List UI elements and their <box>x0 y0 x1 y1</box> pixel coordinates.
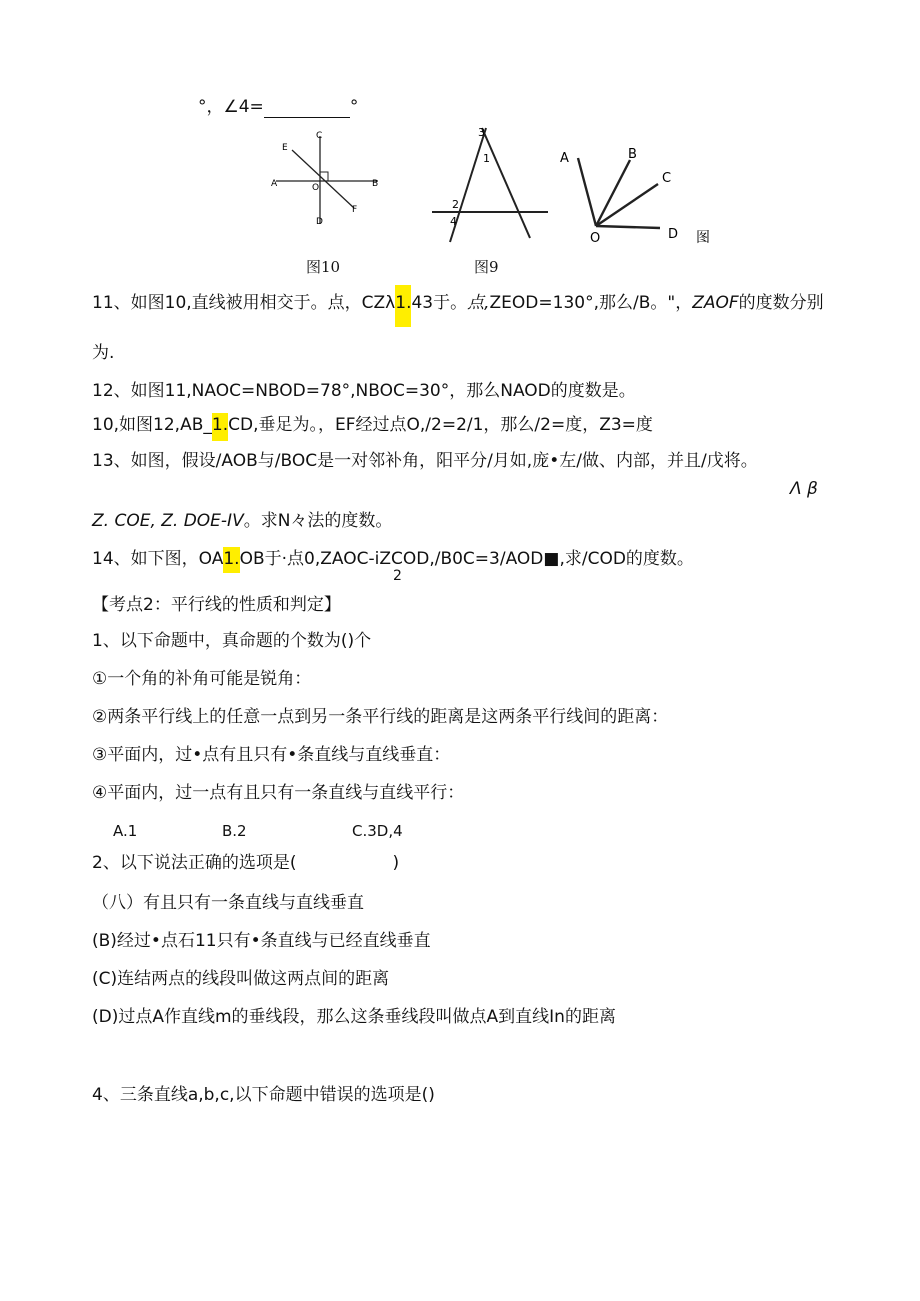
top-line-prefix: °，∠4= <box>198 97 264 117</box>
q14-part-b: OB于·点0,ZAOC-iZCOD,/B0C=3/AOD■,求/COD的度数。 <box>239 549 694 569</box>
q11-highlight: 1. <box>395 285 411 327</box>
q13-right-symbols: Λ β <box>790 479 818 499</box>
p1-item-2: ②两条平行线上的任意一点到另一条平行线的距离是这两条平行线间的距离： <box>92 707 669 727</box>
rays-label-d: D <box>668 227 679 242</box>
fig10-line-ef <box>292 150 354 208</box>
ray-oc <box>596 184 658 226</box>
p2-stem <box>92 852 399 874</box>
q13-line1: 13、如图，假设/AOB与/BOC是一对邻补角，阳平分/月如,庞•左/做、内部，并且/戊将。 <box>92 451 758 471</box>
p2-stem-close: ) <box>392 853 400 873</box>
fig10-label-a: A <box>271 179 278 189</box>
p1-stem: 1、以下命题中，真命题的个数为()个 <box>92 631 372 651</box>
p1-option-a: A.1 <box>113 822 138 840</box>
p1-item-1: ①一个角的补角可能是锐角： <box>92 669 312 689</box>
fig10-label-o: O <box>312 183 320 193</box>
fig10-label-f: F <box>352 205 358 215</box>
q11-line2: 为. <box>92 343 115 363</box>
ray-ob <box>596 160 630 226</box>
fig9-label-4: 4 <box>450 215 457 228</box>
rays-label-a: A <box>560 151 569 166</box>
top-line <box>198 96 358 118</box>
figure-rays <box>556 142 720 248</box>
p1-item-4: ④平面内，过一点有且只有一条直线与直线平行： <box>92 783 465 803</box>
fig10-label-d: D <box>316 217 323 227</box>
fig9-caption: 图9 <box>474 258 499 276</box>
q14-subscript: 2 <box>393 568 402 584</box>
fig9-label-1: 1 <box>483 152 490 165</box>
p2-option-a: （八）有且只有一条直线与直线垂直 <box>92 893 364 913</box>
ray-od <box>596 226 660 228</box>
fig10-caption: 图10 <box>306 258 341 276</box>
q11-part-c: 点, <box>467 293 490 313</box>
q10-part-a: 10,如图12,AB_ <box>92 415 212 435</box>
q14-highlight: 1. <box>223 547 239 573</box>
figure-9 <box>428 124 552 246</box>
p2-stem-text: 2、以下说法正确的选项是( <box>92 853 297 873</box>
q13-line2-italic: Z. COE, Z. DOE-IV <box>92 511 244 531</box>
fig10-label-c: C <box>316 131 323 141</box>
q11-part-f: 的度数分别 <box>738 293 824 313</box>
fig10-label-b: B <box>372 179 379 189</box>
q10-highlight: 1. <box>212 413 228 441</box>
p2-option-b: (B)经过•点石11只有•条直线与已经直线垂直 <box>92 931 431 951</box>
fig9-label-3: 3 <box>478 126 485 139</box>
q11-part-e: ZAOF <box>692 293 739 313</box>
ray-oa <box>578 158 596 226</box>
fig9-right-side <box>482 128 530 238</box>
rays-label-b: B <box>628 147 637 162</box>
p2-option-c: (C)连结两点的线段叫做这两点间的距离 <box>92 969 390 989</box>
p1-option-b: B.2 <box>222 822 247 840</box>
rays-label-c: C <box>662 171 672 186</box>
rays-label-o: O <box>590 231 601 246</box>
figure-10 <box>268 128 384 236</box>
q12-text: 12、如图11,NAOC=NBOD=78°,NBOC=30°，那么NAOD的度数是。 <box>92 381 636 401</box>
p2-option-d: (D)过点A作直线m的垂线段，那么这条垂线段叫做点A到直线In的距离 <box>92 1007 616 1027</box>
q13-line2 <box>92 510 392 532</box>
p1-option-cd: C.3D,4 <box>352 822 403 840</box>
q10-part-b: CD,垂足为。，EF经过点O,/2=2/1，那么/2=度，Z3=度 <box>228 415 653 435</box>
top-line-suffix: ° <box>349 97 359 117</box>
section-heading: 【考点2：平行线的性质和判定】 <box>92 595 341 615</box>
p1-item-3: ③平面内，过•点有且只有•条直线与直线垂直： <box>92 745 451 765</box>
p4-stem: 4、三条直线a,b,c,以下命题中错误的选项是() <box>92 1085 435 1105</box>
q14-part-a: 14、如下图，OA <box>92 549 224 569</box>
rays-fig-tail: 图 <box>696 230 710 246</box>
q13-line2-rest: 。求N々法的度数。 <box>243 511 393 531</box>
q11-part-a: 11、如图10,直线被用相交于。点，CZλ <box>92 293 396 313</box>
q11-part-b: 43于。 <box>411 293 468 313</box>
q11-line1 <box>92 292 824 314</box>
fig10-label-e: E <box>282 143 288 153</box>
q11-part-d: ZEOD=130°,那么/B。"， <box>489 293 693 313</box>
q14-line <box>92 548 694 570</box>
fig9-label-2: 2 <box>452 198 459 211</box>
q10-line <box>92 414 653 436</box>
answer-blank <box>264 101 350 118</box>
